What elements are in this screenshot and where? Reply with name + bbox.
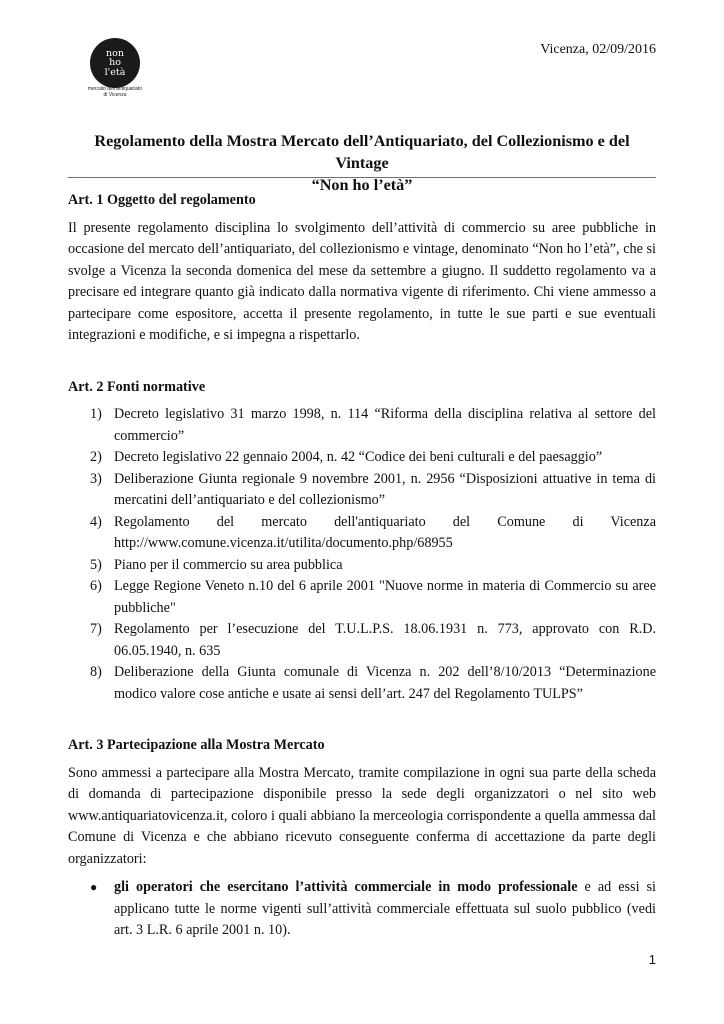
- logo-subtitle-line-1: mercato dell'antiquariato: [87, 86, 143, 92]
- list-item: [68, 555, 656, 577]
- sources-list: [68, 404, 656, 705]
- list-item: [68, 576, 656, 619]
- document-date: Vicenza, 02/09/2016: [540, 42, 656, 57]
- list-item-text: Regolamento per l’esecuzione del T.U.L.P.S. 18.06.1931 n. 773, approvato con R.D. 06.05.1940, n. 635: [114, 621, 656, 659]
- title-divider: [68, 177, 656, 178]
- logo-line-1: non: [106, 47, 124, 59]
- list-item-number: 1): [90, 406, 102, 422]
- article-2: [68, 377, 656, 706]
- list-item: [68, 877, 656, 942]
- logo-subtitle: [72, 86, 158, 98]
- list-item-text: Legge Regione Veneto n.10 del 6 aprile 2001 "Nuove norme in materia di Commercio su aree pubbliche": [114, 578, 656, 616]
- list-item-text: Decreto legislativo 31 marzo 1998, n. 114 “Riforma della disciplina relativa al settore del commercio”: [114, 406, 656, 444]
- page-number: 1: [648, 952, 656, 967]
- list-item-text: Piano per il commercio su area pubblica: [114, 556, 343, 573]
- list-item-number: 6): [90, 578, 102, 594]
- article-3: [68, 735, 656, 942]
- title-line-2: “Non ho l’età”: [311, 176, 413, 194]
- list-item-text: Deliberazione della Giunta comunale di Vicenza n. 202 dell’8/10/2013 “Determinazione modico valore cose antiche e usate ai sensi dell’art. 247 del Regolamento TULPS”: [114, 664, 656, 702]
- list-item-number: 3): [90, 470, 102, 487]
- list-item: [68, 619, 656, 662]
- list-item-number: 4): [90, 513, 102, 530]
- list-item: [68, 447, 656, 469]
- article-3-body: Sono ammessi a partecipare alla Mostra Mercato, tramite compilazione in ogni sua parte della scheda di domanda di partecipazione disponibile presso la sede degli organizzatori o nel sito web www.antiquariatovicenza.it, coloro i quali abbiano la merceologia corrispondente a quella ammessa dal Comune di Vicenza e che abbiano ricevuto conseguente conferma di accettazione da parte degli organizzatori:: [68, 764, 656, 867]
- bullet-text: e ad essi si applicano tutte le norme vigenti sull’attività commerciale effettuata sul suolo pubblico (vedi art. 3 L.R. 6 aprile 2001 n. 10).: [114, 879, 656, 938]
- logo-subtitle-line-2: di Vicenza: [103, 92, 127, 98]
- article-1: [68, 190, 656, 347]
- list-item-number: 2): [90, 449, 102, 465]
- article-3-heading: Art. 3 Partecipazione alla Mostra Mercato: [68, 737, 325, 753]
- bullet-icon: ●: [90, 880, 98, 894]
- participants-list: [68, 877, 656, 942]
- document-body: [68, 190, 656, 942]
- list-item-text: Decreto legislativo 22 gennaio 2004, n. 42 “Codice dei beni culturali e del paesaggio”: [114, 449, 603, 465]
- list-item-number: 7): [90, 621, 102, 637]
- list-item-text: Deliberazione Giunta regionale 9 novembre 2001, n. 2956 “Disposizioni attuative in tema di mercatini dell’antiquariato e del collezionismo”: [114, 470, 656, 508]
- article-1-body: Il presente regolamento disciplina lo svolgimento dell’attività di commercio su aree pubbliche in occasione del mercato dell’antiquariato, del collezionismo e vintage, denominato “Non ho l’età”, che si svolge a Vicenza la seconda domenica del mese da settembre a giugno. Il suddetto regolamento va a precisare ed integrare quanto già indicato dalla normativa vigente di riferimento. Chi viene ammesso a partecipare come espositore, accetta il presente regolamento, in tutte le sue parti e sue eventuali integrazioni e modifiche, e si impegna a rispettarlo.: [68, 219, 656, 343]
- list-item-number: 5): [90, 556, 102, 573]
- document-title: [68, 130, 656, 196]
- list-item: [68, 662, 656, 705]
- article-2-heading: Art. 2 Fonti normative: [68, 378, 206, 395]
- bullet-bold-text: gli operatori che esercitano l’attività commerciale in modo professionale: [114, 879, 578, 895]
- article-1-heading: Art. 1 Oggetto del regolamento: [68, 192, 256, 208]
- title-line-1: Regolamento della Mostra Mercato dell’Antiquariato, del Collezionismo e del Vintage: [94, 132, 630, 172]
- list-item-text: Regolamento del mercato dell'antiquariato del Comune di Vicenza http://www.comune.vicenza.it/utilita/documento.php/68955: [114, 513, 656, 551]
- logo-line-3: l'età: [104, 66, 126, 78]
- list-item-number: 8): [90, 664, 102, 680]
- logo-line-2: ho: [109, 57, 121, 69]
- list-item: [68, 469, 656, 512]
- logo-badge: [90, 38, 140, 88]
- list-item: [68, 512, 656, 555]
- list-item: [68, 404, 656, 447]
